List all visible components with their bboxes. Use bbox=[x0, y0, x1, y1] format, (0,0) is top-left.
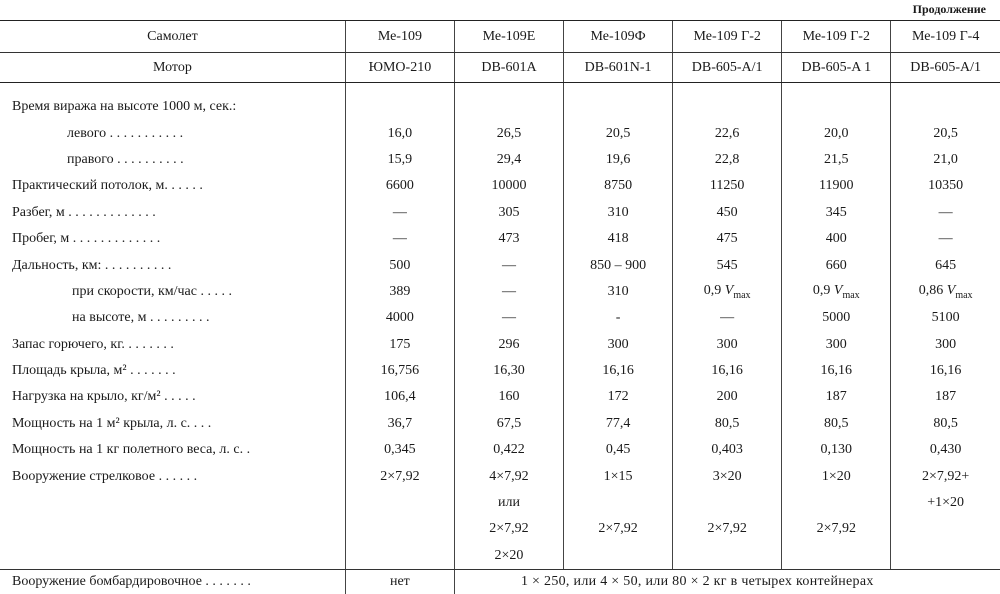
table-row bbox=[0, 94, 1000, 120]
cell-value: — bbox=[454, 252, 563, 278]
cell-value: 77,4 bbox=[564, 411, 673, 437]
cell-value: 4×7,92 bbox=[454, 463, 563, 489]
header-motor-row bbox=[0, 53, 1000, 83]
table-row bbox=[0, 200, 1000, 226]
cell-value bbox=[345, 490, 454, 516]
bomb-armament-span: 1 × 250, или 4 × 50, или 80 × 2 кг в четырех контейнерах bbox=[454, 570, 1000, 594]
cell-value: 660 bbox=[782, 252, 891, 278]
aircraft-header-label: Самолет bbox=[0, 21, 345, 53]
cell-value bbox=[673, 94, 782, 120]
cell-value: 2×7,92 bbox=[345, 463, 454, 489]
cell-value: 11250 bbox=[673, 173, 782, 199]
row-label: Практический потолок, м. . . . . . bbox=[12, 178, 203, 194]
cell-value: 1×20 bbox=[782, 463, 891, 489]
cell-value: 175 bbox=[345, 332, 454, 358]
motor-name: ЮМО-210 bbox=[345, 53, 454, 83]
aircraft-spec-table bbox=[0, 20, 1000, 594]
row-label: Площадь крыла, м² . . . . . . . bbox=[12, 363, 176, 379]
cell-value: 300 bbox=[782, 332, 891, 358]
cell-value: 16,16 bbox=[891, 358, 1000, 384]
cell-value: или bbox=[454, 490, 563, 516]
cell-value: 5000 bbox=[782, 305, 891, 331]
cell-value bbox=[782, 543, 891, 570]
continuation-label: Продолжение bbox=[912, 2, 986, 16]
cell-value: 10000 bbox=[454, 173, 563, 199]
cell-value bbox=[782, 490, 891, 516]
table-row bbox=[0, 120, 1000, 146]
cell-value: - bbox=[564, 305, 673, 331]
cell-value: 2×7,92 bbox=[454, 516, 563, 542]
row-label bbox=[0, 543, 345, 570]
cell-value: 187 bbox=[782, 384, 891, 410]
cell-value: 345 bbox=[782, 200, 891, 226]
header-aircraft-row bbox=[0, 21, 1000, 53]
table-row bbox=[0, 358, 1000, 384]
cell-value: 36,7 bbox=[345, 411, 454, 437]
aircraft-name: Ме-109 bbox=[345, 21, 454, 53]
cell-value bbox=[564, 490, 673, 516]
table-row bbox=[0, 147, 1000, 173]
cell-value: 106,4 bbox=[345, 384, 454, 410]
row-label: Вооружение бомбардировочное . . . . . . . bbox=[12, 574, 251, 590]
cell-value: 0,130 bbox=[782, 437, 891, 463]
cell-value bbox=[891, 516, 1000, 542]
cell-value: — bbox=[454, 305, 563, 331]
cell-value: 450 bbox=[673, 200, 782, 226]
aircraft-name: Ме-109 Г-2 bbox=[782, 21, 891, 53]
cell-value: 300 bbox=[564, 332, 673, 358]
cell-value: 475 bbox=[673, 226, 782, 252]
cell-value: 16,0 bbox=[345, 120, 454, 146]
row-label bbox=[0, 490, 345, 516]
cell-value: 1×15 bbox=[564, 463, 673, 489]
table-row bbox=[0, 463, 1000, 489]
cell-value: 5100 bbox=[891, 305, 1000, 331]
row-label: Нагрузка на крыло, кг/м² . . . . . bbox=[12, 389, 196, 405]
cell-value: 310 bbox=[564, 200, 673, 226]
cell-value: 850 – 900 bbox=[564, 252, 673, 278]
motor-name: DB-605-A 1 bbox=[782, 53, 891, 83]
cell-value: 172 bbox=[564, 384, 673, 410]
cell-value: 645 bbox=[891, 252, 1000, 278]
aircraft-name: Ме-109Ф bbox=[564, 21, 673, 53]
cell-value: — bbox=[454, 279, 563, 305]
cell-value: 187 bbox=[891, 384, 1000, 410]
cell-value: 0,9 $V_{max}$ bbox=[673, 279, 782, 305]
cell-value: 2×7,92 bbox=[782, 516, 891, 542]
motor-header-label: Мотор bbox=[0, 53, 345, 83]
cell-value bbox=[345, 94, 454, 120]
cell-value: 389 bbox=[345, 279, 454, 305]
cell-value bbox=[564, 543, 673, 570]
cell-value: 19,6 bbox=[564, 147, 673, 173]
cell-value: 20,0 bbox=[782, 120, 891, 146]
table-row bbox=[0, 490, 1000, 516]
cell-value: 300 bbox=[891, 332, 1000, 358]
cell-value: 16,16 bbox=[673, 358, 782, 384]
cell-value: 3×20 bbox=[673, 463, 782, 489]
motor-name: DB-605-A/1 bbox=[891, 53, 1000, 83]
table-row bbox=[0, 516, 1000, 542]
aircraft-name: Ме-109 Г-4 bbox=[891, 21, 1000, 53]
table-row bbox=[0, 437, 1000, 463]
table-row bbox=[0, 332, 1000, 358]
cell-value: 2×7,92 bbox=[564, 516, 673, 542]
cell-value: 22,8 bbox=[673, 147, 782, 173]
cell-value: 0,9 $V_{max}$ bbox=[782, 279, 891, 305]
cell-value: 22,6 bbox=[673, 120, 782, 146]
cell-value: 15,9 bbox=[345, 147, 454, 173]
cell-value: 2×20 bbox=[454, 543, 563, 570]
row-label: правого . . . . . . . . . . bbox=[67, 151, 184, 167]
row-label: Разбег, м . . . . . . . . . . . . . bbox=[12, 204, 156, 220]
table-row bbox=[0, 226, 1000, 252]
cell-value bbox=[782, 94, 891, 120]
row-label: Запас горючего, кг. . . . . . . . bbox=[12, 336, 174, 352]
cell-value: 21,0 bbox=[891, 147, 1000, 173]
cell-value: 2×7,92+ bbox=[891, 463, 1000, 489]
row-label: Пробег, м . . . . . . . . . . . . . bbox=[12, 231, 161, 247]
cell-value: 21,5 bbox=[782, 147, 891, 173]
cell-value bbox=[891, 543, 1000, 570]
table-row bbox=[0, 543, 1000, 570]
table-row bbox=[0, 173, 1000, 199]
cell-value: 80,5 bbox=[782, 411, 891, 437]
cell-value: 0,422 bbox=[454, 437, 563, 463]
cell-value: 300 bbox=[673, 332, 782, 358]
cell-value: 80,5 bbox=[673, 411, 782, 437]
cell-value: 0,403 bbox=[673, 437, 782, 463]
cell-value: 473 bbox=[454, 226, 563, 252]
row-label: Мощность на 1 м² крыла, л. с. . . . bbox=[12, 415, 212, 431]
cell-value: 80,5 bbox=[891, 411, 1000, 437]
cell-value: 6600 bbox=[345, 173, 454, 199]
cell-value: 418 bbox=[564, 226, 673, 252]
cell-value: 545 bbox=[673, 252, 782, 278]
cell-value: — bbox=[673, 305, 782, 331]
aircraft-name: Ме-109Е bbox=[454, 21, 563, 53]
cell-value: — bbox=[891, 200, 1000, 226]
cell-value bbox=[891, 94, 1000, 120]
table-row bbox=[0, 252, 1000, 278]
cell-value bbox=[673, 490, 782, 516]
cell-value: 400 bbox=[782, 226, 891, 252]
cell-value: 10350 bbox=[891, 173, 1000, 199]
row-label: Дальность, км: . . . . . . . . . . bbox=[12, 257, 172, 273]
motor-name: DB-605-A/1 bbox=[673, 53, 782, 83]
cell-value: 16,16 bbox=[564, 358, 673, 384]
table-row bbox=[0, 411, 1000, 437]
cell-value: 500 bbox=[345, 252, 454, 278]
cell-value: 11900 bbox=[782, 173, 891, 199]
cell-value: 29,4 bbox=[454, 147, 563, 173]
row-label: на высоте, м . . . . . . . . . bbox=[72, 310, 210, 326]
row-label: Мощность на 1 кг полетного веса, л. с. . bbox=[12, 442, 251, 458]
cell-value: — bbox=[345, 200, 454, 226]
cell-value bbox=[673, 543, 782, 570]
aircraft-name: Ме-109 Г-2 bbox=[673, 21, 782, 53]
cell-value: 8750 bbox=[564, 173, 673, 199]
row-label: Вооружение стрелковое . . . . . . bbox=[12, 468, 198, 484]
cell-value: 4000 bbox=[345, 305, 454, 331]
cell-value: — bbox=[345, 226, 454, 252]
cell-value: 16,30 bbox=[454, 358, 563, 384]
cell-value: 16,756 bbox=[345, 358, 454, 384]
cell-value bbox=[345, 543, 454, 570]
cell-value: 200 bbox=[673, 384, 782, 410]
cell-value: 296 bbox=[454, 332, 563, 358]
cell-value: 2×7,92 bbox=[673, 516, 782, 542]
cell-value: 67,5 bbox=[454, 411, 563, 437]
row-label: при скорости, км/час . . . . . bbox=[72, 283, 232, 299]
cell-value: 0,86 $V_{max}$ bbox=[891, 279, 1000, 305]
table-row bbox=[0, 384, 1000, 410]
cell-value: 26,5 bbox=[454, 120, 563, 146]
cell-value bbox=[345, 516, 454, 542]
cell-value: 20,5 bbox=[891, 120, 1000, 146]
cell-value: +1×20 bbox=[891, 490, 1000, 516]
motor-name: DB-601A bbox=[454, 53, 563, 83]
cell-value: 20,5 bbox=[564, 120, 673, 146]
cell-value: 310 bbox=[564, 279, 673, 305]
row-label bbox=[0, 516, 345, 542]
table-row bbox=[0, 279, 1000, 305]
cell-value: 305 bbox=[454, 200, 563, 226]
cell-value: 0,45 bbox=[564, 437, 673, 463]
cell-value: 160 bbox=[454, 384, 563, 410]
motor-name: DB-601N-1 bbox=[564, 53, 673, 83]
cell-value: нет bbox=[345, 570, 454, 594]
row-label: левого . . . . . . . . . . . bbox=[67, 125, 184, 141]
cell-value: 0,345 bbox=[345, 437, 454, 463]
cell-value: 0,430 bbox=[891, 437, 1000, 463]
cell-value: — bbox=[891, 226, 1000, 252]
table-row bbox=[0, 305, 1000, 331]
cell-value: 16,16 bbox=[782, 358, 891, 384]
row-label: Время виража на высоте 1000 м, сек.: bbox=[12, 99, 237, 115]
cell-value bbox=[564, 94, 673, 120]
spacer-row bbox=[0, 83, 1000, 95]
cell-value bbox=[454, 94, 563, 120]
